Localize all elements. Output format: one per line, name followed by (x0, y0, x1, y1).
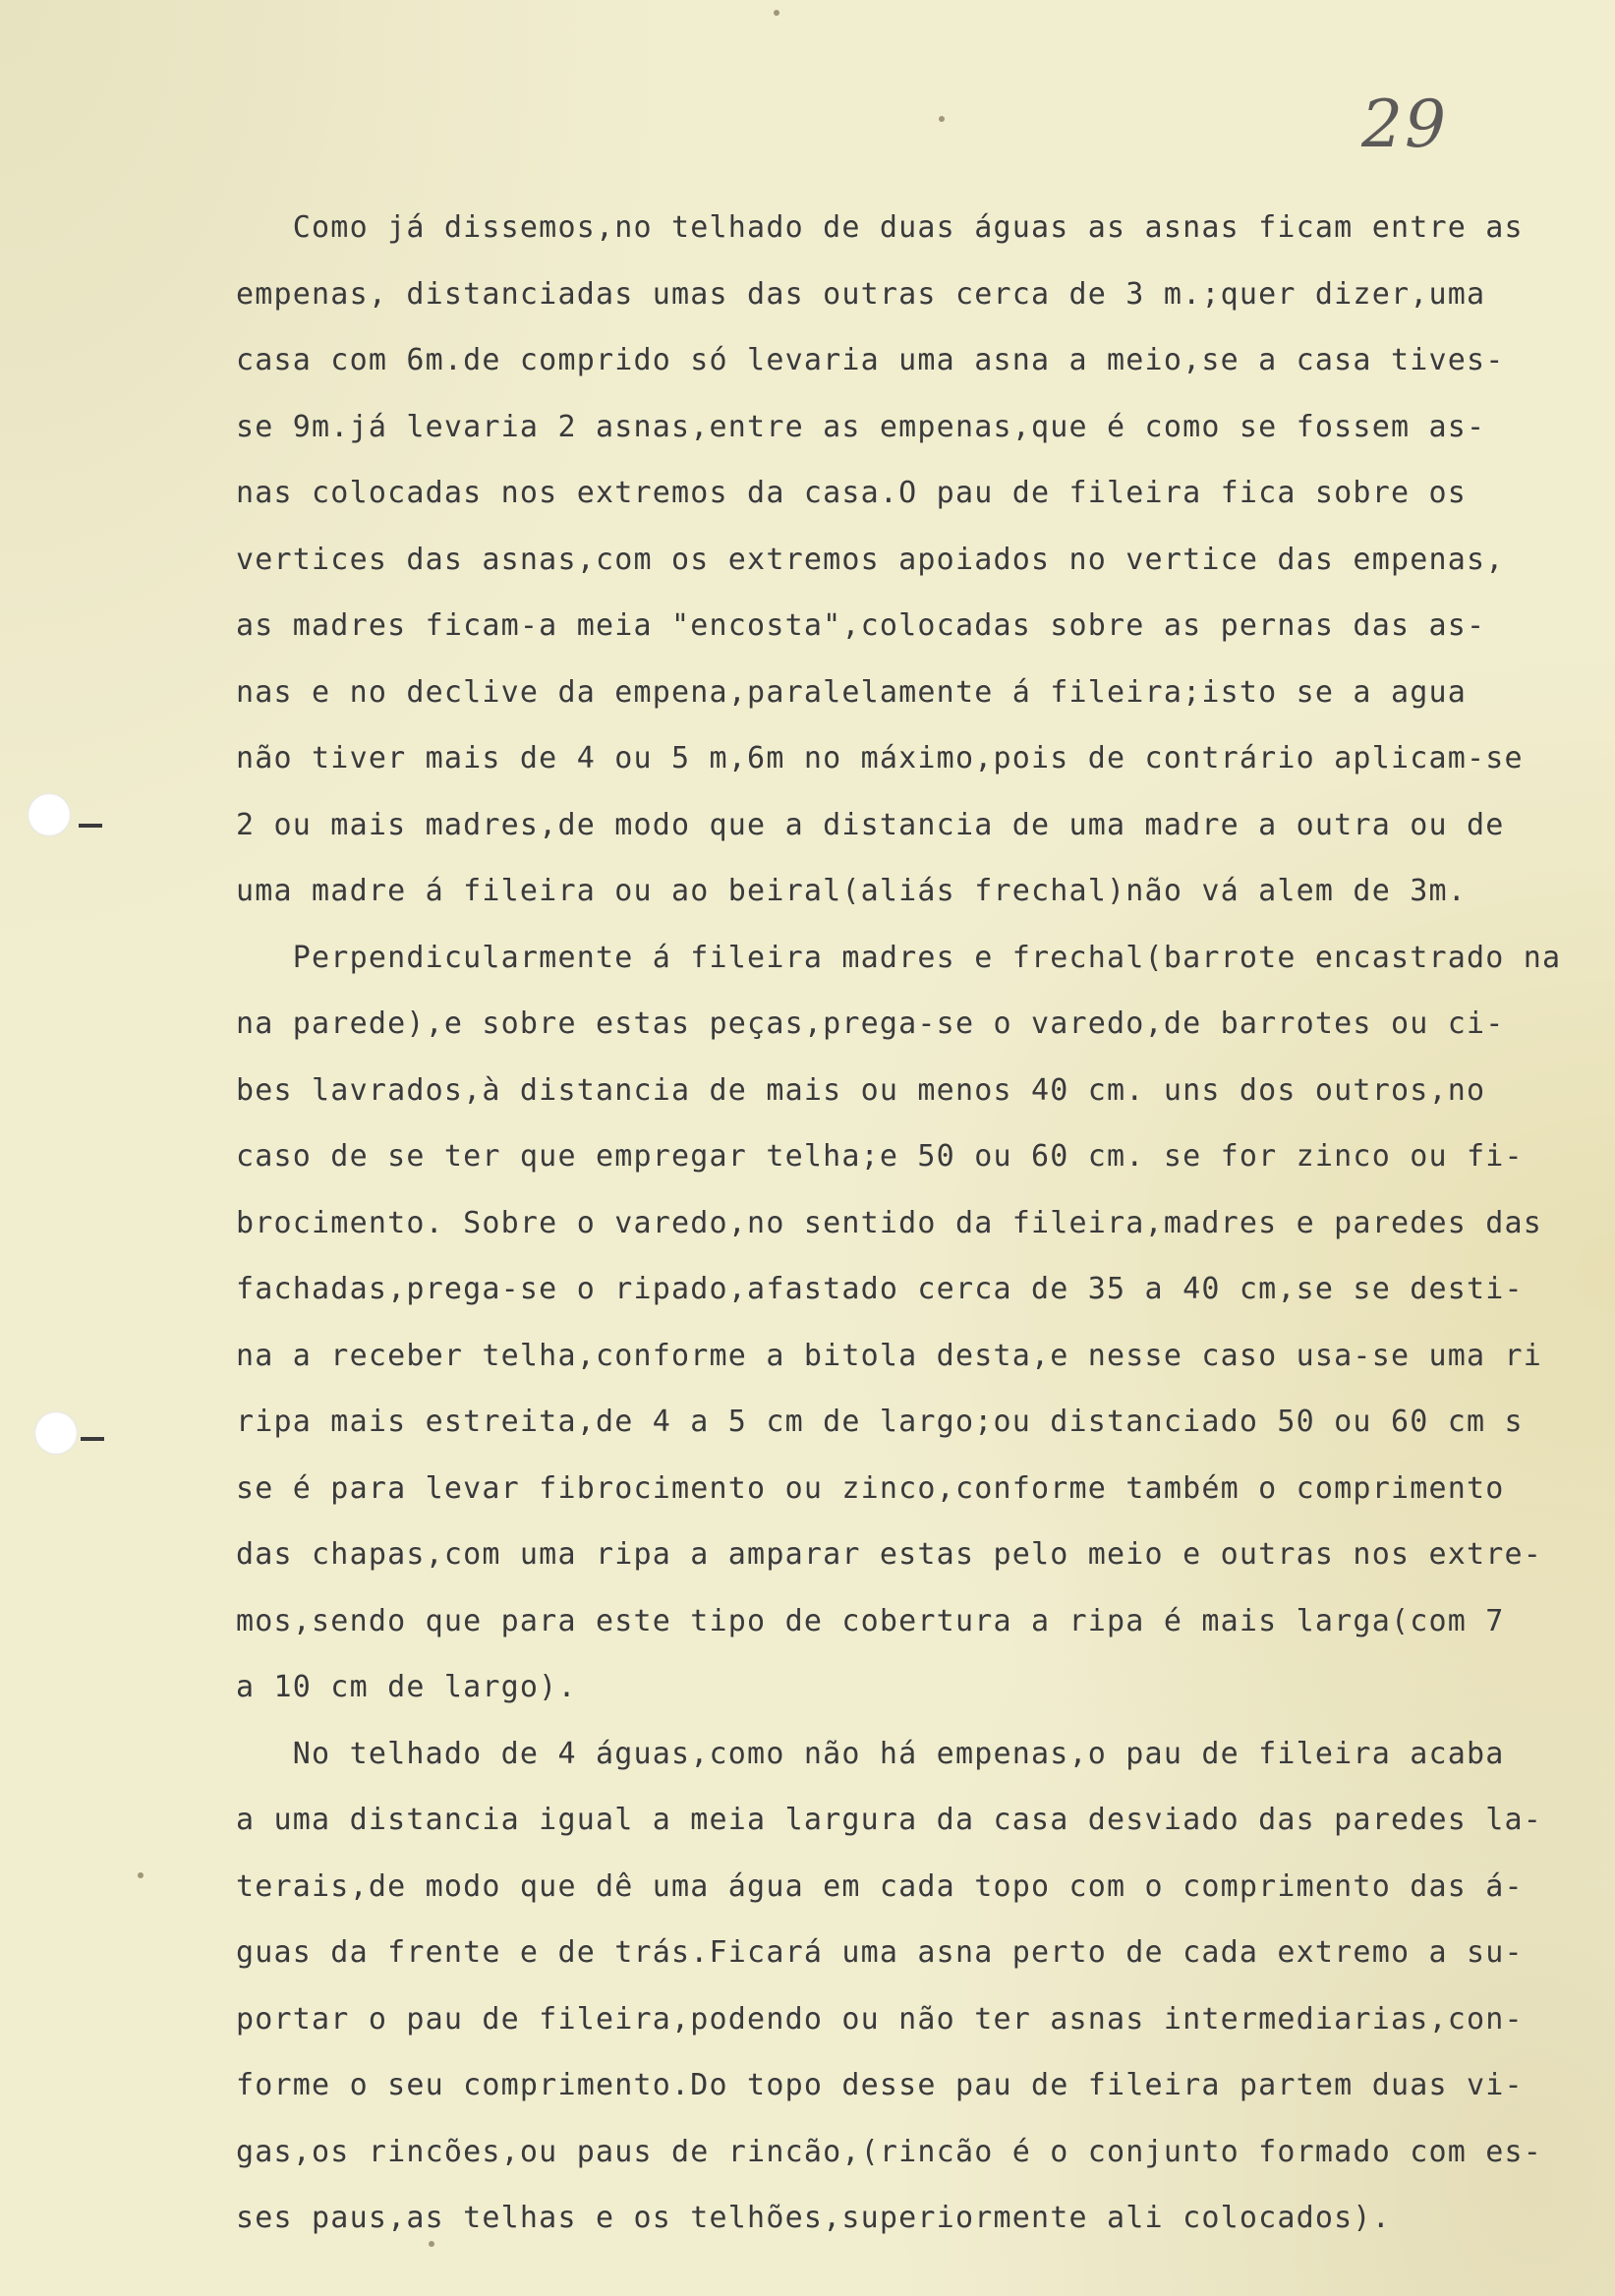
text-line: bes lavrados,à distancia de mais ou menos 40 cm. uns dos outros,no (236, 1072, 1486, 1108)
punch-hole (28, 793, 71, 836)
typewritten-text (236, 195, 1573, 2252)
text-line: na a receber telha,conforme a bitola desta,e nesse caso usa-se uma ri (236, 1338, 1543, 1373)
text-line: terais,de modo que dê uma água em cada topo com o comprimento das á- (236, 1868, 1524, 1904)
text-line: das chapas,com uma ripa a amparar estas pelo meio e outras nos extre- (236, 1537, 1543, 1572)
text-line: empenas, distanciadas umas das outras cerca de 3 m.;quer dizer,uma (236, 276, 1486, 312)
punch-hole (34, 1411, 78, 1455)
paper-speck (774, 10, 779, 16)
text-line: caso de se ter que empregar telha;e 50 ou 60 cm. se for zinco ou fi- (236, 1139, 1524, 1174)
text-line: na parede),e sobre estas peças,prega-se o varedo,de barrotes ou ci- (236, 1006, 1505, 1041)
paper-speck (939, 116, 945, 122)
text-line: 2 ou mais madres,de modo que a distancia de uma madre a outra ou de (236, 807, 1505, 842)
paper-speck (138, 1872, 144, 1878)
text-line: forme o seu comprimento.Do topo desse pau de fileira partem duas vi- (236, 2068, 1524, 2102)
text-line: guas da frente e de trás.Ficará uma asna perto de cada extremo a su- (236, 1935, 1524, 1970)
text-line: se é para levar fibrocimento ou zinco,conforme também o comprimento (236, 1470, 1505, 1506)
text-line: ripa mais estreita,de 4 a 5 cm de largo;ou distanciado 50 ou 60 cm s (236, 1405, 1524, 1439)
punch-mark (81, 1437, 104, 1441)
text-line: não tiver mais de 4 ou 5 m,6m no máximo,pois de contrário aplicam-se (236, 741, 1524, 775)
text-line: casa com 6m.de comprido só levaria uma asna a meio,se a casa tives- (236, 343, 1505, 377)
text-line: nas colocadas nos extremos da casa.O pau de fileira fica sobre os (236, 476, 1467, 510)
text-line: gas,os rincões,ou paus de rincão,(rincão é o conjunto formado com es- (236, 2134, 1543, 2169)
text-line: Perpendicularmente á fileira madres e frechal(barrote encastrado na (236, 940, 1562, 975)
text-line: fachadas,prega-se o ripado,afastado cerca de 35 a 40 cm,se se desti- (236, 1272, 1524, 1306)
page-number: 29 (1361, 86, 1448, 162)
text-line: se 9m.já levaria 2 asnas,entre as empenas,que é como se fossem as- (236, 409, 1486, 444)
text-line: nas e no declive da empena,paralelamente á fileira;isto se a agua (236, 674, 1467, 710)
text-line: a 10 cm de largo). (236, 1670, 577, 1704)
text-line: No telhado de 4 águas,como não há empenas,o pau de fileira acaba (236, 1736, 1505, 1771)
text-line: Como já dissemos,no telhado de duas águas as asnas ficam entre as (236, 210, 1524, 245)
text-line: a uma distancia igual a meia largura da casa desviado das paredes la- (236, 1803, 1543, 1837)
punch-mark (79, 824, 102, 828)
text-line: uma madre á fileira ou ao beiral(aliás frechal)não vá alem de 3m. (236, 874, 1467, 908)
text-line: portar o pau de fileira,podendo ou não ter asnas intermediarias,con- (236, 2001, 1524, 2037)
text-line: brocimento. Sobre o varedo,no sentido da fileira,madres e paredes das (236, 1205, 1543, 1240)
text-line: as madres ficam-a meia "encosta",colocadas sobre as pernas das as- (236, 608, 1486, 643)
text-line: ses paus,as telhas e os telhões,superiormente ali colocados). (236, 2201, 1391, 2235)
text-line: vertices das asnas,com os extremos apoiados no vertice das empenas, (236, 542, 1505, 577)
text-line: mos,sendo que para este tipo de cobertura a ripa é mais larga(com 7 (236, 1603, 1505, 1638)
